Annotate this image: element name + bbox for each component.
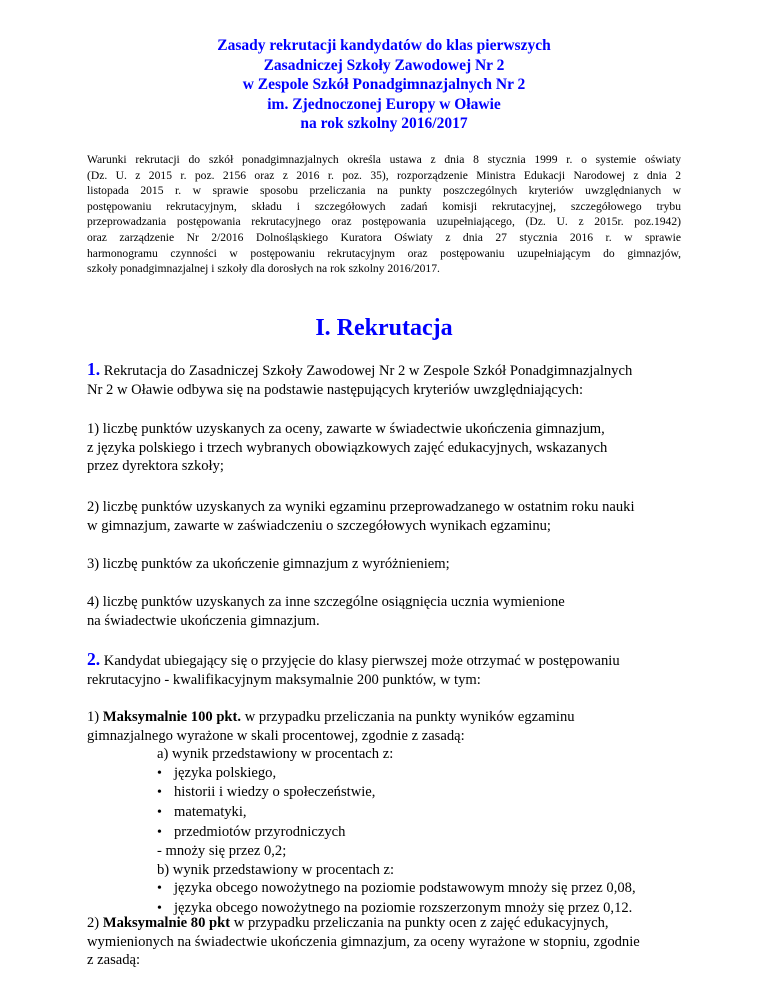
criterion-1 (87, 420, 697, 476)
point-2 (87, 650, 697, 689)
title-line: na rok szkolny 2016/2017 (300, 115, 468, 132)
bullet-icon: • (157, 804, 162, 820)
intro-line: przeprowadzania postępowania rekrutacyjnego oraz postępowania uzupełniającego, (Dz. U. z 2015r. poz.1942) (87, 215, 681, 229)
list-item-text: matematyki, (174, 803, 247, 820)
point-number: 1. (87, 359, 101, 379)
intro-paragraph (87, 152, 681, 277)
sub-text: z zasadą: (87, 952, 141, 969)
bullet-icon: • (157, 765, 162, 781)
bullet-icon: • (157, 824, 162, 840)
sub-bold: Maksymalnie 80 pkt (102, 915, 231, 931)
intro-line: Warunki rekrutacji do szkół ponadgimnazjalnych określa ustawa z dnia 8 stycznia 1999 r. o systemie oświaty (87, 153, 681, 166)
sub-prefix: 2) (87, 915, 103, 931)
list-item-text: historii i wiedzy o społeczeństwie, (174, 784, 376, 801)
bullet-icon: • (157, 900, 162, 916)
sub-b-label: b) wynik przedstawiony w procentach z: (157, 861, 395, 878)
criterion-4 (87, 593, 697, 630)
list-item-text: języka polskiego, (174, 764, 277, 781)
criterion-line: 2) liczbę punktów uzyskanych za wyniki egzaminu przeprowadzanego w ostatnim roku nauki (87, 499, 635, 515)
criterion-line: 1) liczbę punktów uzyskanych za oceny, zawarte w świadectwie ukończenia gimnazjum, (87, 421, 605, 437)
criterion-line: 3) liczbę punktów za ukończenie gimnazjum z wyróżnieniem; (87, 556, 450, 572)
intro-line: listopada 2015 r. w sprawie sposobu przeliczania na punkty poszczególnych kryteriów uwzględnianych w (87, 184, 681, 198)
criterion-line: w gimnazjum, zawarte w zaświadczeniu o szczegółowych wynikach egzaminu; (87, 517, 551, 534)
section-heading: I. Rekrutacja (315, 315, 453, 341)
point-2-sub-2 (87, 914, 697, 970)
intro-line: (Dz. U. z 2015 r. poz. 2156 oraz z 2016 r. poz. 35), rozporządzenie Ministra Edukacji Narodowej z dnia 2 (87, 168, 681, 182)
list-item (87, 879, 697, 899)
point-text: Rekrutacja do Zasadniczej Szkoły Zawodowej Nr 2 w Zespole Szkół Ponadgimnazjalnych (103, 363, 633, 379)
list-item-text: języka obcego nowożytnego na poziomie podstawowym mnoży się przez 0,08, (174, 880, 636, 897)
criterion-2 (87, 498, 697, 535)
list-item (87, 764, 697, 784)
list-item-text: przedmiotów przyrodniczych (174, 823, 346, 840)
sub-text: w przypadku przeliczania na punkty wyników egzaminu (241, 709, 575, 725)
point-1 (87, 360, 697, 399)
point-text: rekrutacyjno - kwalifikacyjnym maksymalnie 200 punktów, w tym: (87, 671, 481, 688)
criterion-line: na świadectwie ukończenia gimnazjum. (87, 612, 320, 629)
intro-line: postępowaniu rekrutacyjnym, składu i szczegółowych zadań komisji rekrutacyjnej, szczegółowego trybu (87, 199, 681, 213)
criterion-line: 4) liczbę punktów uzyskanych za inne szczególne osiągnięcia ucznia wymienione (87, 594, 565, 610)
point-2-sub-1 (87, 708, 697, 919)
point-text: Kandydat ubiegający się o przyjęcie do klasy pierwszej może otrzymać w postępowaniu (103, 653, 620, 669)
bullet-icon: • (157, 785, 162, 801)
criterion-line: przez dyrektora szkoły; (87, 458, 224, 475)
point-number: 2. (87, 649, 101, 669)
criterion-line: z języka polskiego i trzech wybranych obowiązkowych zajęć edukacyjnych, wskazanych (87, 439, 608, 456)
intro-line: oraz zarządzenie Nr 2/2016 Dolnośląskiego Kuratora Oświaty z dnia 27 stycznia 2016 r. w sprawie (87, 230, 681, 244)
sub-prefix: 1) (87, 709, 103, 725)
title-line: Zasadniczej Szkoły Zawodowej Nr 2 (263, 56, 505, 74)
sub-a-label: a) wynik przedstawiony w procentach z: (157, 746, 394, 763)
sub-bold: Maksymalnie 100 pkt. (102, 709, 242, 725)
bullet-icon: • (157, 881, 162, 897)
list-item (87, 823, 697, 843)
title-line: w Zespole Szkół Ponadgimnazjalnych Nr 2 (242, 76, 526, 93)
sub-text: w przypadku przeliczania na punkty ocen z zajęć edukacyjnych, (230, 915, 609, 931)
point-text: Nr 2 w Oławie odbywa się na podstawie następujących kryteriów uwzględniających: (87, 381, 584, 398)
title-line: Zasady rekrutacji kandydatów do klas pierwszych (217, 37, 551, 54)
multiplier-text: - mnoży się przez 0,2; (157, 843, 287, 860)
intro-line: szkoły ponadgimnazjalnej i szkoły dla dorosłych na rok szkolny 2016/2017. (87, 262, 440, 276)
list-item (87, 803, 697, 823)
document-title (0, 36, 768, 134)
title-line: im. Zjednoczonej Europy w Oławie (267, 95, 501, 113)
intro-line: harmonogramu czynności w postępowaniu rekrutacyjnym oraz postępowaniu uzupełniającym do gimnazjów, (87, 246, 681, 260)
list-item-text: języka obcego nowożytnego na poziomie rozszerzonym mnoży się przez 0,12. (174, 899, 633, 916)
list-item (87, 783, 697, 803)
sub-text: wymienionych na świadectwie ukończenia gimnazjum, za oceny wyrażone w stopniu, zgodnie (87, 933, 640, 950)
sub-text: gimnazjalnego wyrażone w skali procentowej, zgodnie z zasadą: (87, 727, 465, 744)
criterion-3 (87, 555, 697, 574)
